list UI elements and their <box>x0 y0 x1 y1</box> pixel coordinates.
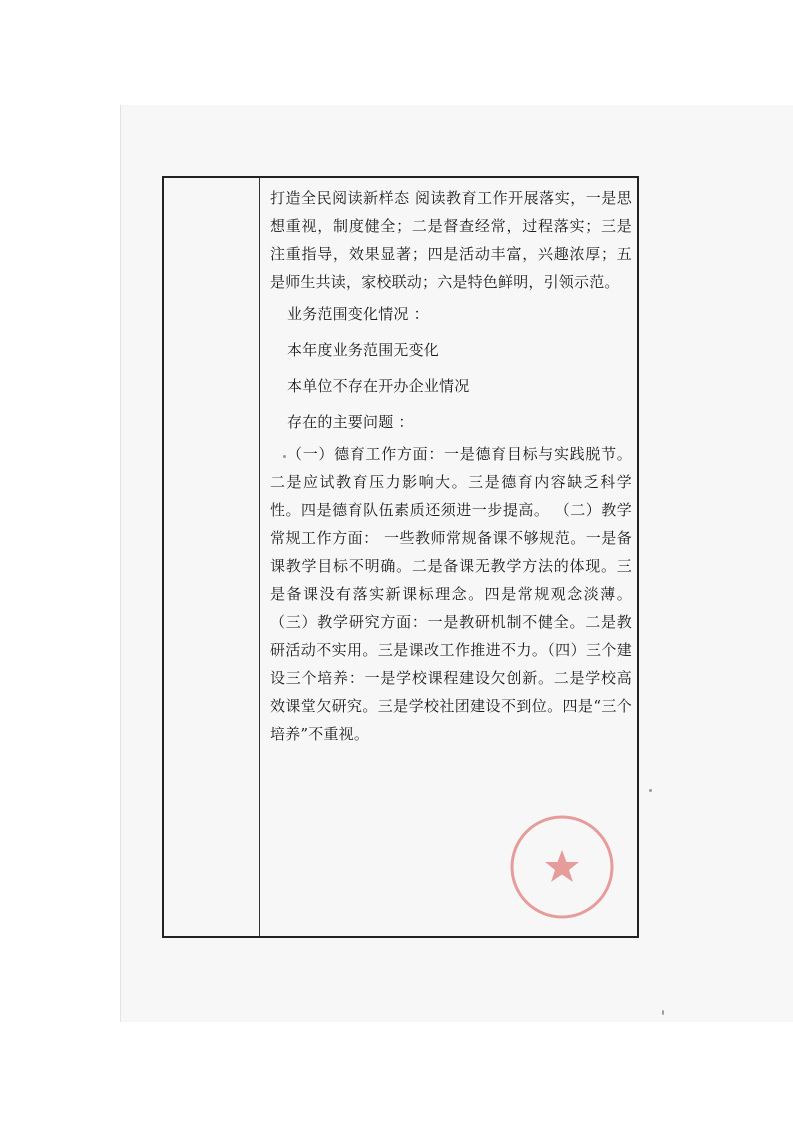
seal-graphic <box>507 812 617 922</box>
official-seal-stamp <box>507 812 617 922</box>
table-content-cell <box>270 184 632 844</box>
problems-text: （一）德育工作方面：一是德育目标与实践脱节。二是应试教育压力影响大。三是德育内容缺乏科学性。四是德育队伍素质还须进一步提高。 （二）教学常规工作方面： 一些教师常规备课不够规范。一是备课教学目标不明确。二是备课无教学方法的体现。三是备课没有落实新课标理念。四是常规观念淡薄。（三）教学研究方面：一是教研机制不健全。二是教研活动不实用。三是课改工作推进不力。（四）三个建设三个培养：一是学校课程建设欠创新。二是学校高效课堂欠研究。三是学校社团建设不到位。四是“三个培养”不重视。 <box>270 445 632 743</box>
problems-paragraph <box>270 440 632 748</box>
intro-paragraph: 打造全民阅读新样态 阅读教育工作开展落实，一是思想重视，制度健全；二是督查经常，过程落实；三是注重指导，效果显著；四是活动丰富，兴趣浓厚；五是师生共读，家校联动；六是特色鲜明，引领示范。 <box>270 189 632 291</box>
table-column-divider <box>259 178 260 936</box>
scope-value: 本年度业务范围无变化 <box>287 341 440 359</box>
problems-heading: 存在的主要问题 ： <box>287 413 414 431</box>
scan-speck <box>662 1010 664 1015</box>
scan-speck <box>649 789 652 792</box>
scan-speck <box>283 455 286 458</box>
scope-heading: 业务范围变化情况 ： <box>287 305 429 323</box>
seal-star-icon <box>545 850 579 882</box>
enterprise-value: 本单位不存在开办企业情况 <box>287 377 470 395</box>
